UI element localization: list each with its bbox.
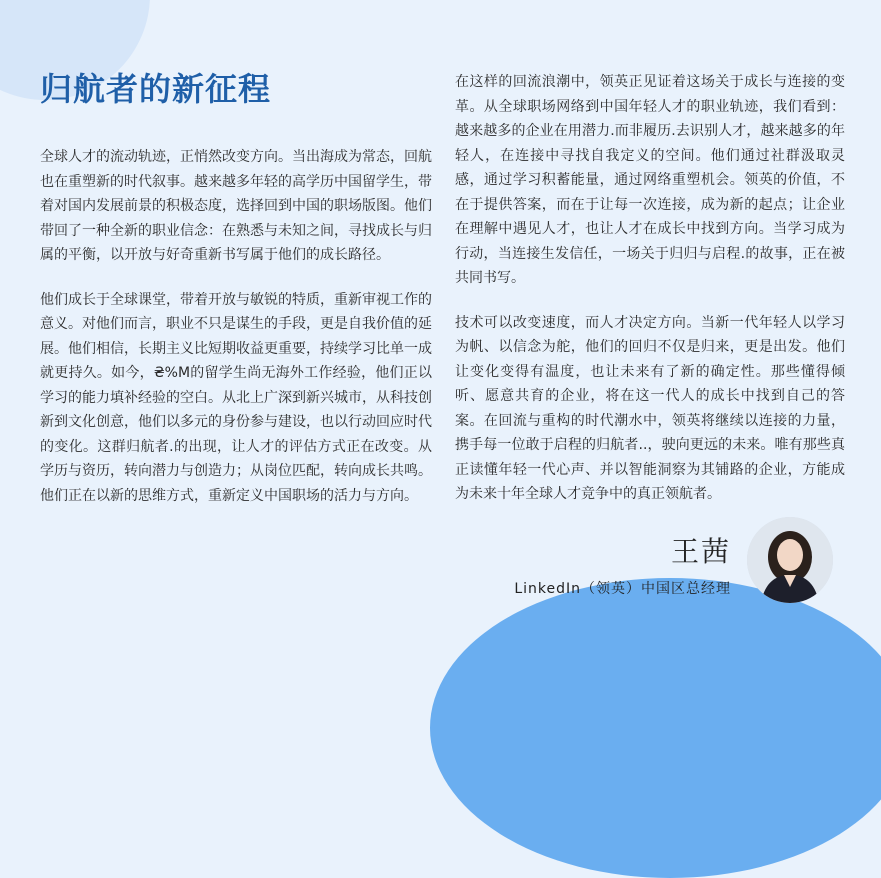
author-name: 王茜: [670, 535, 731, 568]
page-title: 归航者的新征程: [40, 70, 272, 108]
paragraph: 在这样的回流浪潮中，领英正见证着这场关于成长与连接的变革。从全球职场网络到中国年轻人才的职业轨迹，我们看到：越来越多的企业在用潜力.而非履历.去识别人才，越来越多的年轻人，在连接中寻找自我定义的空间。他们通过社群汲取灵感，通过学习积蓄能量，通过网络重塑机会。领英的价值，不在于提供答案，而在于让每一次连接，成为新的起点；让企业在理解中遇见人才，也让人才在成长中找到方向。当学习成为行动，当连接生发信任，一场关于归归与启程.的故事，正在被共同书写。: [455, 74, 845, 286]
author-block: [514, 530, 731, 598]
person-portrait-icon: [747, 517, 833, 603]
left-column: [40, 145, 432, 528]
paragraph: 全球人才的流动轨迹，正悄然改变方向。当出海成为常态，回航也在重塑新的时代叙事。越来越多年轻的高学历中国留学生，带着对国内发展前景的积极态度，选择回到中国的职场版图。他们带回了一种全新的职业信念：在熟悉与未知之间，寻找成长与归属的平衡，以开放与好奇重新书写属于他们的成长路径。: [40, 149, 432, 263]
paragraph: 他们成长于全球课堂，带着开放与敏锐的特质，重新审视工作的意义。对他们而言，职业不只是谋生的手段，更是自我价值的延展。他们相信，长期主义比短期收益更重要，持续学习比单一成就更持久。如今，₴%M的留学生尚无海外工作经验，他们正以学习的能力填补经验的空白。从北上广深到新兴城市，从科技创新到文化创意，他们以多元的身份参与建设，也以行动回应时代的变化。这群归航者.的出现，让人才的评估方式正在改变。从学历与资历，转向潜力与创造力；从岗位匹配，转向成长共鸣。他们正在以新的思维方式，重新定义中国职场的活力与方向。: [40, 291, 432, 504]
right-column: [455, 70, 845, 527]
avatar: [747, 517, 833, 603]
paragraph: 技术可以改变速度，而人才决定方向。当新一代年轻人以学习为帆、以信念为舵，他们的回归不仅是归来，更是出发。他们让变化变得有温度，也让未来有了新的确定性。那些懂得倾听、愿意共育的企业，将在这一代人的成长中找到自己的答案。在回流与重构的时代潮水中，领英将继续以连接的力量，携手每一位敢于启程的归航者..，驶向更远的未来。唯有那些真正读懂年轻一代心声、并以智能洞察为其铺路的企业，方能成为未来十年全球人才竞争中的真正领航者。: [455, 314, 845, 502]
decorative-circle-bottom: [430, 578, 881, 878]
author-role: LinkedIn（领英）中国区总经理: [514, 581, 731, 597]
